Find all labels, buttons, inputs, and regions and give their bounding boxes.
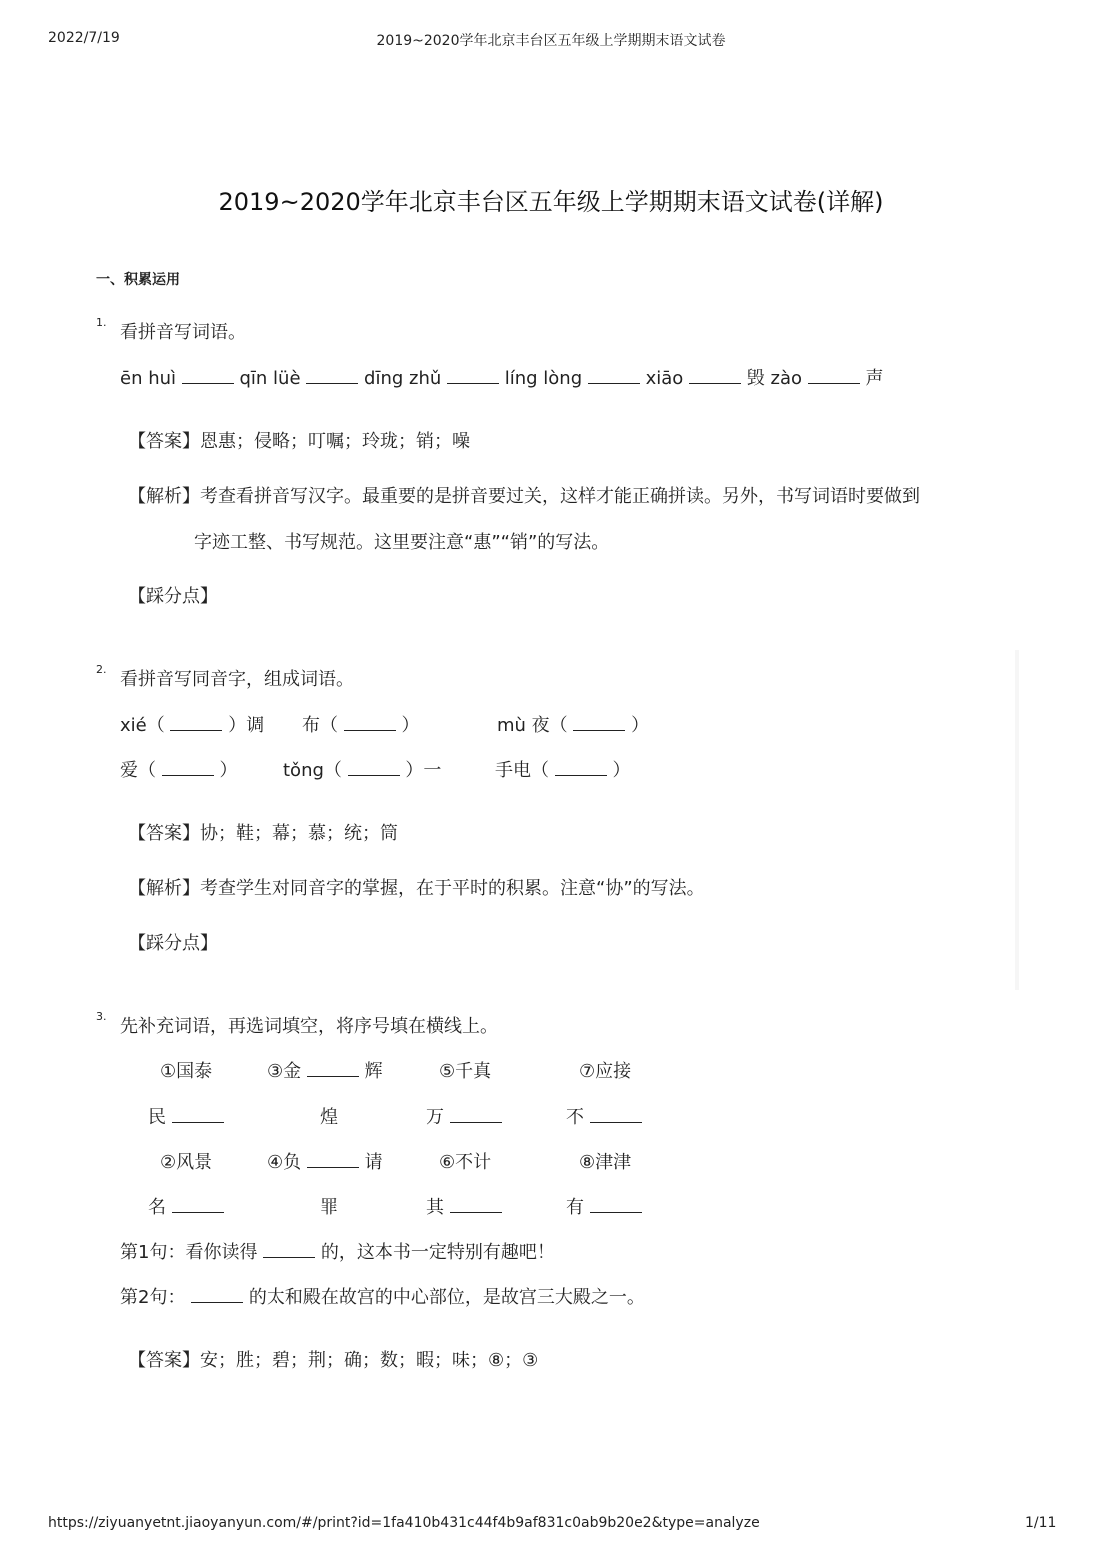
q3-text: 辉: [364, 1061, 383, 1082]
question-1-answer: [128, 427, 470, 453]
idiom-8-first: ⑧津津: [579, 1152, 632, 1173]
q3-text: 民: [148, 1107, 166, 1128]
q2-text: ）: [631, 715, 650, 736]
answer-blank: [555, 774, 607, 776]
q3-text: ④负: [267, 1152, 302, 1173]
q2-text: 爱（: [120, 760, 156, 781]
q2-text: 手电（: [495, 760, 549, 781]
q2-text: ）调: [228, 715, 265, 736]
pinyin-item: zào: [770, 368, 803, 389]
print-header-title: 2019~2020学年北京丰台区五年级上学期期末语文试卷: [376, 33, 726, 49]
question-1-points: 【踩分点】: [128, 586, 218, 607]
answer-text: 安；胜；碧；荆；确；数；暇；味；⑧；③: [200, 1350, 539, 1371]
idiom-4-second: 罪: [320, 1197, 338, 1218]
question-3-answer: [128, 1346, 538, 1372]
q2-text: tǒng（: [283, 760, 342, 781]
idiom-5-second: [426, 1103, 502, 1129]
answer-blank: [450, 1121, 502, 1123]
q3-text: 不: [566, 1107, 584, 1128]
q3-text: ③金: [267, 1061, 302, 1082]
answer-label: 【答案】: [128, 1350, 200, 1371]
q2-text: 布（: [302, 715, 338, 736]
question-3-number: 3.: [96, 1010, 107, 1023]
q2-row1-item1: [120, 711, 264, 737]
pinyin-item: xiāo: [645, 368, 684, 389]
question-1-analysis-line2: 字迹工整、书写规范。这里要注意“惠”“销”的写法。: [194, 532, 610, 553]
answer-blank: [306, 382, 358, 384]
question-2-analysis: [128, 874, 705, 900]
answer-blank: [191, 1301, 243, 1303]
sentence-text: 的，这本书一定特别有趣吧！: [320, 1242, 555, 1263]
idiom-2-second: [148, 1193, 224, 1219]
idiom-3-second: 煌: [320, 1107, 338, 1128]
answer-blank: [689, 382, 741, 384]
q3-text: 有: [566, 1197, 584, 1218]
idiom-7-first: ⑦应接: [579, 1061, 632, 1082]
sentence-2: [120, 1283, 645, 1309]
answer-blank: [162, 774, 214, 776]
sentence-text: 第1句：看你读得: [120, 1242, 258, 1263]
q3-text: 万: [426, 1107, 444, 1128]
answer-blank: [588, 382, 640, 384]
idiom-1-second: [148, 1103, 224, 1129]
answer-blank: [590, 1121, 642, 1123]
answer-blank: [307, 1075, 359, 1077]
analysis-text: 考查看拼音写汉字。最重要的是拼音要过关，这样才能正确拼读。另外，书写词语时要做到: [200, 486, 920, 507]
pinyin-item: líng lòng: [504, 368, 583, 389]
q2-row2-item3: [495, 756, 630, 782]
q2-text: ）: [401, 715, 420, 736]
pinyin-item: 声: [865, 368, 884, 389]
q2-row1-item2: [302, 711, 419, 737]
answer-blank: [590, 1211, 642, 1213]
question-1-analysis: [128, 482, 920, 508]
idiom-3-first: [267, 1057, 383, 1083]
section-heading: 一、积累运用: [96, 272, 180, 288]
question-1-prompt: 看拼音写词语。: [120, 322, 246, 343]
answer-blank: [348, 774, 400, 776]
analysis-label: 【解析】: [128, 486, 200, 507]
pinyin-item: dīng zhǔ: [364, 368, 442, 389]
q2-text: ）: [219, 760, 238, 781]
q2-text: mù 夜（: [497, 715, 568, 736]
q2-row2-item2: [283, 756, 441, 782]
page-number: 1/11: [1025, 1515, 1057, 1531]
q2-row1-item3: [497, 711, 649, 737]
sentence-text: 的太和殿在故宫的中心部位，是故宫三大殿之一。: [248, 1287, 645, 1308]
footer-url[interactable]: https://ziyuanyetnt.jiaoyanyun.com/#/print?id=1fa410b431c44f4b9af831c0ab9b20e2&type=analyze: [48, 1515, 760, 1531]
answer-text: 协；鞋；幕；慕；统；筒: [200, 823, 398, 844]
answer-blank: [307, 1166, 359, 1168]
pinyin-item: qīn lüè: [239, 368, 301, 389]
answer-blank: [808, 382, 860, 384]
answer-blank: [450, 1211, 502, 1213]
idiom-4-first: [267, 1148, 383, 1174]
idiom-6-first: ⑥不计: [439, 1152, 492, 1173]
idiom-6-second: [426, 1193, 502, 1219]
question-2-prompt: 看拼音写同音字，组成词语。: [120, 669, 354, 690]
q2-text: xié（: [120, 715, 165, 736]
answer-blank: [172, 1121, 224, 1123]
answer-blank: [573, 729, 625, 731]
sentence-1: [120, 1238, 555, 1264]
q3-text: 其: [426, 1197, 444, 1218]
idiom-7-second: [566, 1103, 642, 1129]
question-2-number: 2.: [96, 663, 107, 676]
answer-blank: [170, 729, 222, 731]
question-1-pinyin-line: [120, 364, 883, 390]
pinyin-item: 毁: [746, 368, 765, 389]
answer-label: 【答案】: [128, 823, 200, 844]
page-title: 2019~2020学年北京丰台区五年级上学期期末语文试卷(详解): [218, 188, 884, 216]
q2-text: ）一: [405, 760, 442, 781]
question-1-number: 1.: [96, 316, 107, 329]
idiom-8-second: [566, 1193, 642, 1219]
answer-label: 【答案】: [128, 431, 200, 452]
print-date: 2022/7/19: [48, 30, 120, 46]
q2-row2-item1: [120, 756, 237, 782]
q3-text: 名: [148, 1197, 166, 1218]
q2-text: ）: [612, 760, 631, 781]
answer-blank: [344, 729, 396, 731]
question-2-answer: [128, 819, 398, 845]
analysis-text: 考查学生对同音字的掌握，在于平时的积累。注意“协”的写法。: [200, 878, 705, 899]
question-3-prompt: 先补充词语，再选词填空，将序号填在横线上。: [120, 1016, 498, 1037]
answer-blank: [172, 1211, 224, 1213]
idiom-1-first: ①国泰: [160, 1061, 213, 1082]
analysis-label: 【解析】: [128, 878, 200, 899]
q3-text: 请: [364, 1152, 383, 1173]
scan-artifact: [1015, 650, 1019, 990]
idiom-2-first: ②风景: [160, 1152, 213, 1173]
sentence-text: 第2句：: [120, 1287, 186, 1308]
question-2-points: 【踩分点】: [128, 933, 218, 954]
idiom-5-first: ⑤千真: [439, 1061, 492, 1082]
answer-blank: [182, 382, 234, 384]
answer-text: 恩惠；侵略；叮嘱；玲珑；销；噪: [200, 431, 470, 452]
pinyin-item: ēn huì: [120, 368, 177, 389]
answer-blank: [263, 1256, 315, 1258]
answer-blank: [447, 382, 499, 384]
